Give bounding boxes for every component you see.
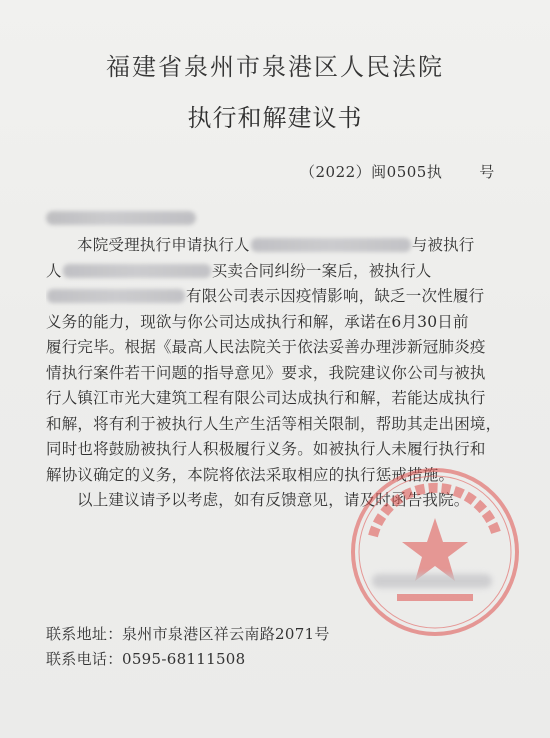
body-line [46,233,506,259]
document-title: 执行和解建议书 [187,104,363,132]
body-line: 和解，将有利于被执行人生产生活等相关限制，帮助其走出困境， [46,414,502,433]
body-text-segment: 人 [46,261,62,280]
phone-label: 联系电话： [46,650,123,668]
body-line [46,259,506,285]
redacted-addressee [46,211,196,225]
redacted-applicant-name [251,238,411,252]
redacted-respondent-name [63,264,211,278]
body-line: 行人镇江市光大建筑工程有限公司达成执行和解，若能达成执行 [46,389,486,407]
body-line: 履行完毕。根据《最高人民法院关于依法妥善办理涉新冠肺炎疫 [46,338,486,356]
case-number: （2022）闽0505执 号 [300,163,495,181]
body-text-segment: 有限公司表示因疫情影响，缺乏一次性履行 [186,287,485,305]
body-line: 情执行案件若干问题的指导意见》要求，我院建议你公司与被执 [46,363,486,382]
contact-address [46,625,330,643]
body-line [46,488,506,514]
body-text-segment: 本院受理执行申请执行人 [77,236,250,254]
redacted-respondent-name [47,289,185,303]
redacted-seal-date [372,574,492,588]
court-name: 福建省泉州市泉港区人民法院 [106,53,444,81]
seal-bottom-band [397,594,473,601]
contact-phone [46,650,246,668]
body-line: 同时也将鼓励被执行人积极履行义务。如被执行人未履行执行和 [46,440,486,458]
phone-value: 0595-68111508 [122,650,246,668]
address-label: 联系地址： [46,625,123,643]
body-line: 义务的能力，现欲与你公司达成执行和解，承诺在6月30日前 [46,312,469,331]
body-line: 解协议确定的义务，本院将依法采取相应的执行惩戒措施。 [46,465,455,484]
seal-star-icon [402,518,468,581]
body-text-segment: 与被执行 [411,236,475,254]
suggestion-body [46,233,506,514]
body-line [46,284,506,310]
body-text-segment: 买卖合同纠纷一案后，被执行人 [211,261,432,280]
address-value: 泉州市泉港区祥云南路2071号 [122,625,330,643]
body-text-segment: 以上建议请予以考虑，如有反馈意见，请及时函告我院。 [77,491,470,509]
